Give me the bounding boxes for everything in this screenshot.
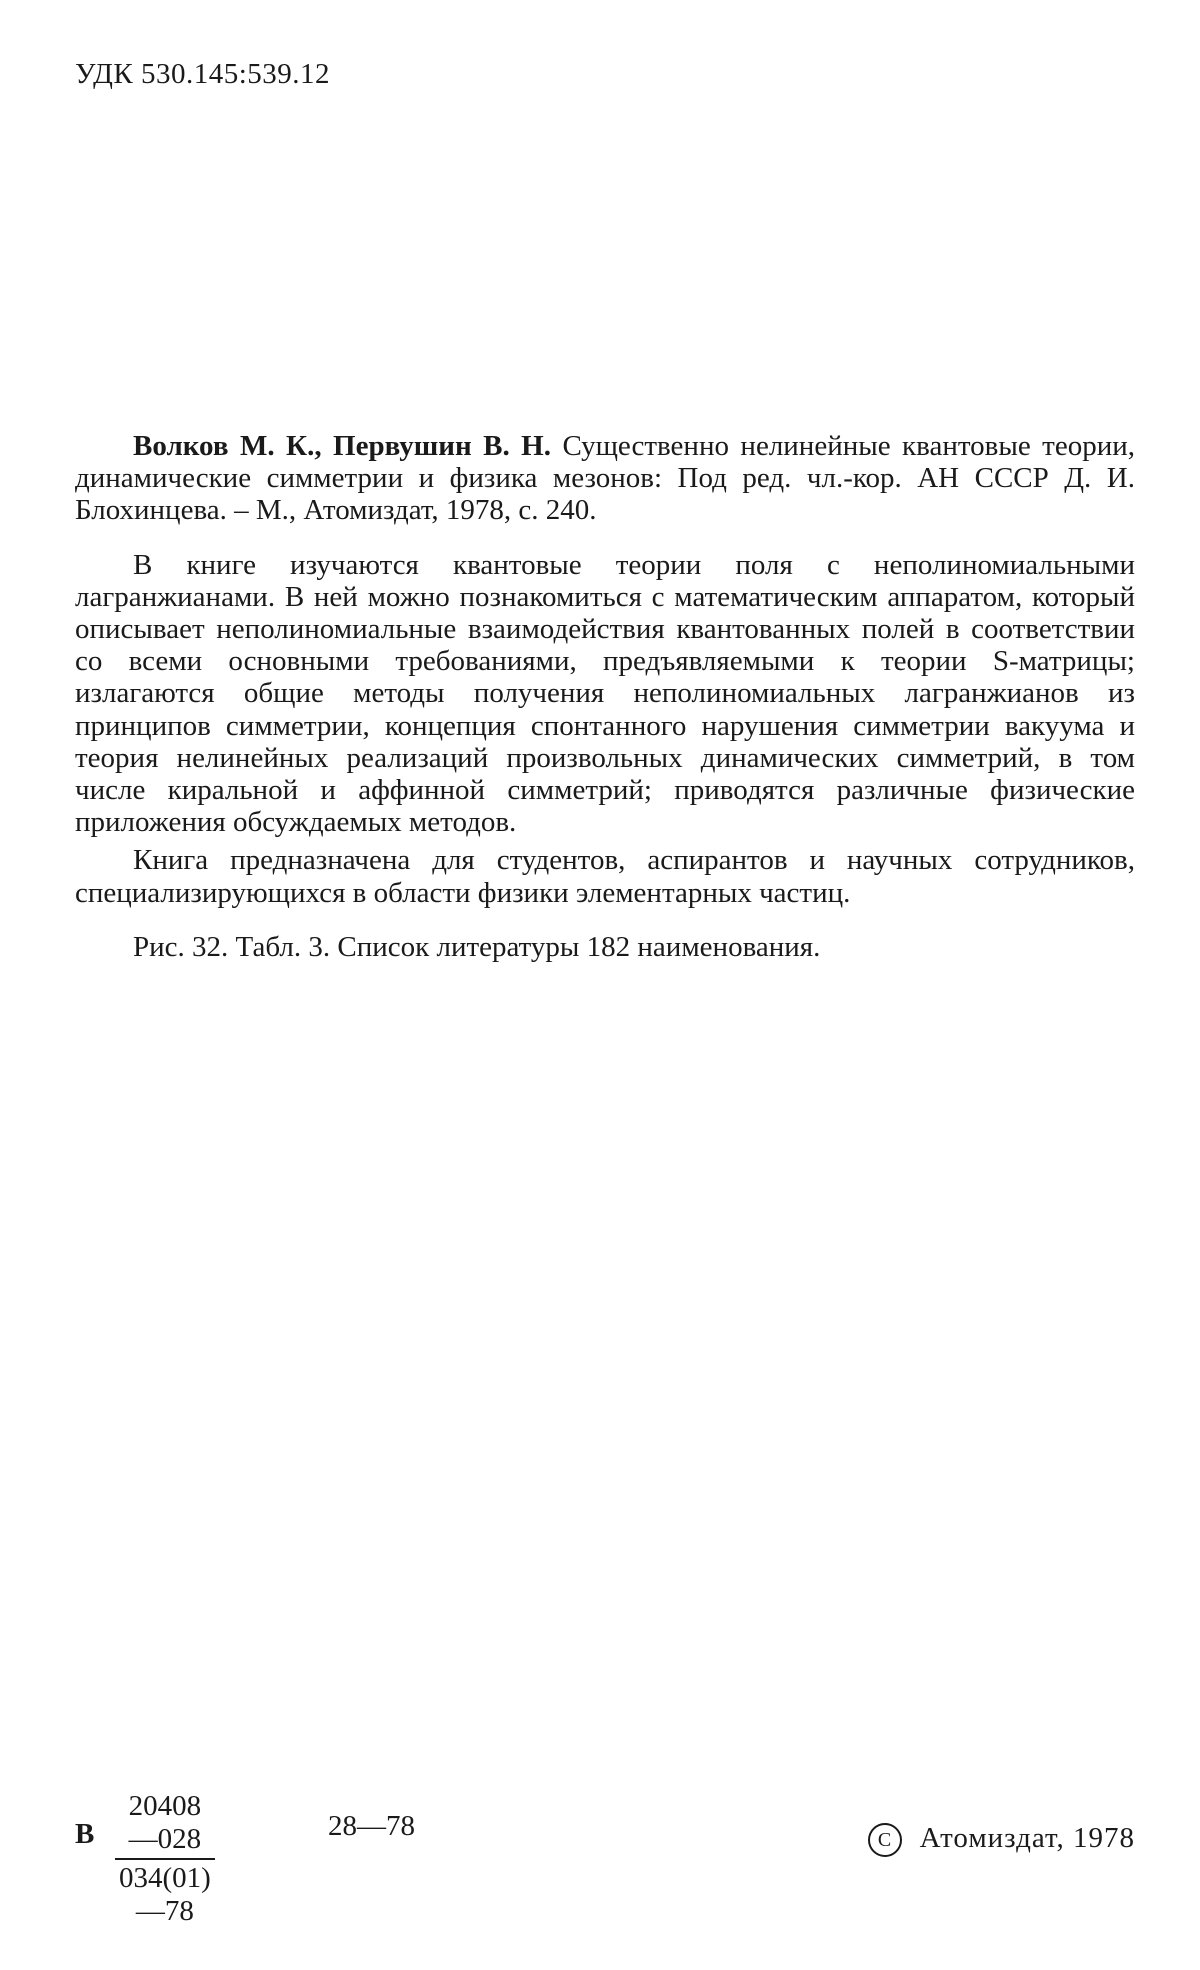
annotation-block xyxy=(75,430,1135,963)
copyright-line xyxy=(868,1822,1135,1857)
copyright-icon: С xyxy=(868,1823,902,1857)
figures-note: Рис. 32. Табл. 3. Список литературы 182 наименования. xyxy=(133,930,821,963)
index-letter: В xyxy=(75,1818,95,1850)
reference-text: Существенно нелинейные квантовые теории, динамические симметрии и физика мезонов: Под ред. чл.-кор. АН СССР Д. И. Блохинцева. – М., Атомиздат, 1978, с. 240. xyxy=(75,430,1135,527)
bibliographic-reference xyxy=(75,430,1135,527)
abstract-paragraph-1: В книге изучаются квантовые теории поля с неполиномиальными лагранжианами. В ней можно познакомиться с математическим аппаратом, который описывает неполиномиальные взаимодействия квантованных полей в соответствии со всеми основными требованиями, предъявляемыми к теории S-матрицы; излагаются общие методы получения неполиномиальных лагранжианов из принципов симметрии, концепция спонтанного нарушения симметрии вакуума и теория нелинейных реализаций произвольных динамических симметрий, в том числе киральной и аффинной симметрий; приводятся различные физические приложения обсуждаемых методов. xyxy=(75,548,1135,839)
copyright-text: Атомиздат, 1978 xyxy=(919,1822,1135,1854)
abstract-paragraph-2: Книга предназначена для студентов, аспирантов и научных сотрудников, специализирующихся в области физики элементарных частиц. xyxy=(75,844,1135,909)
index-denominator: 034(01)—78 xyxy=(119,1862,211,1927)
index-numerator: 20408—028 xyxy=(115,1790,215,1860)
udc-code: УДК 530.145:539.12 xyxy=(75,58,331,90)
reference-authors: Волков М. К., Первушин В. Н. xyxy=(133,430,551,462)
index-suffix: 28—78 xyxy=(328,1810,415,1842)
index-fraction xyxy=(115,1790,215,1928)
